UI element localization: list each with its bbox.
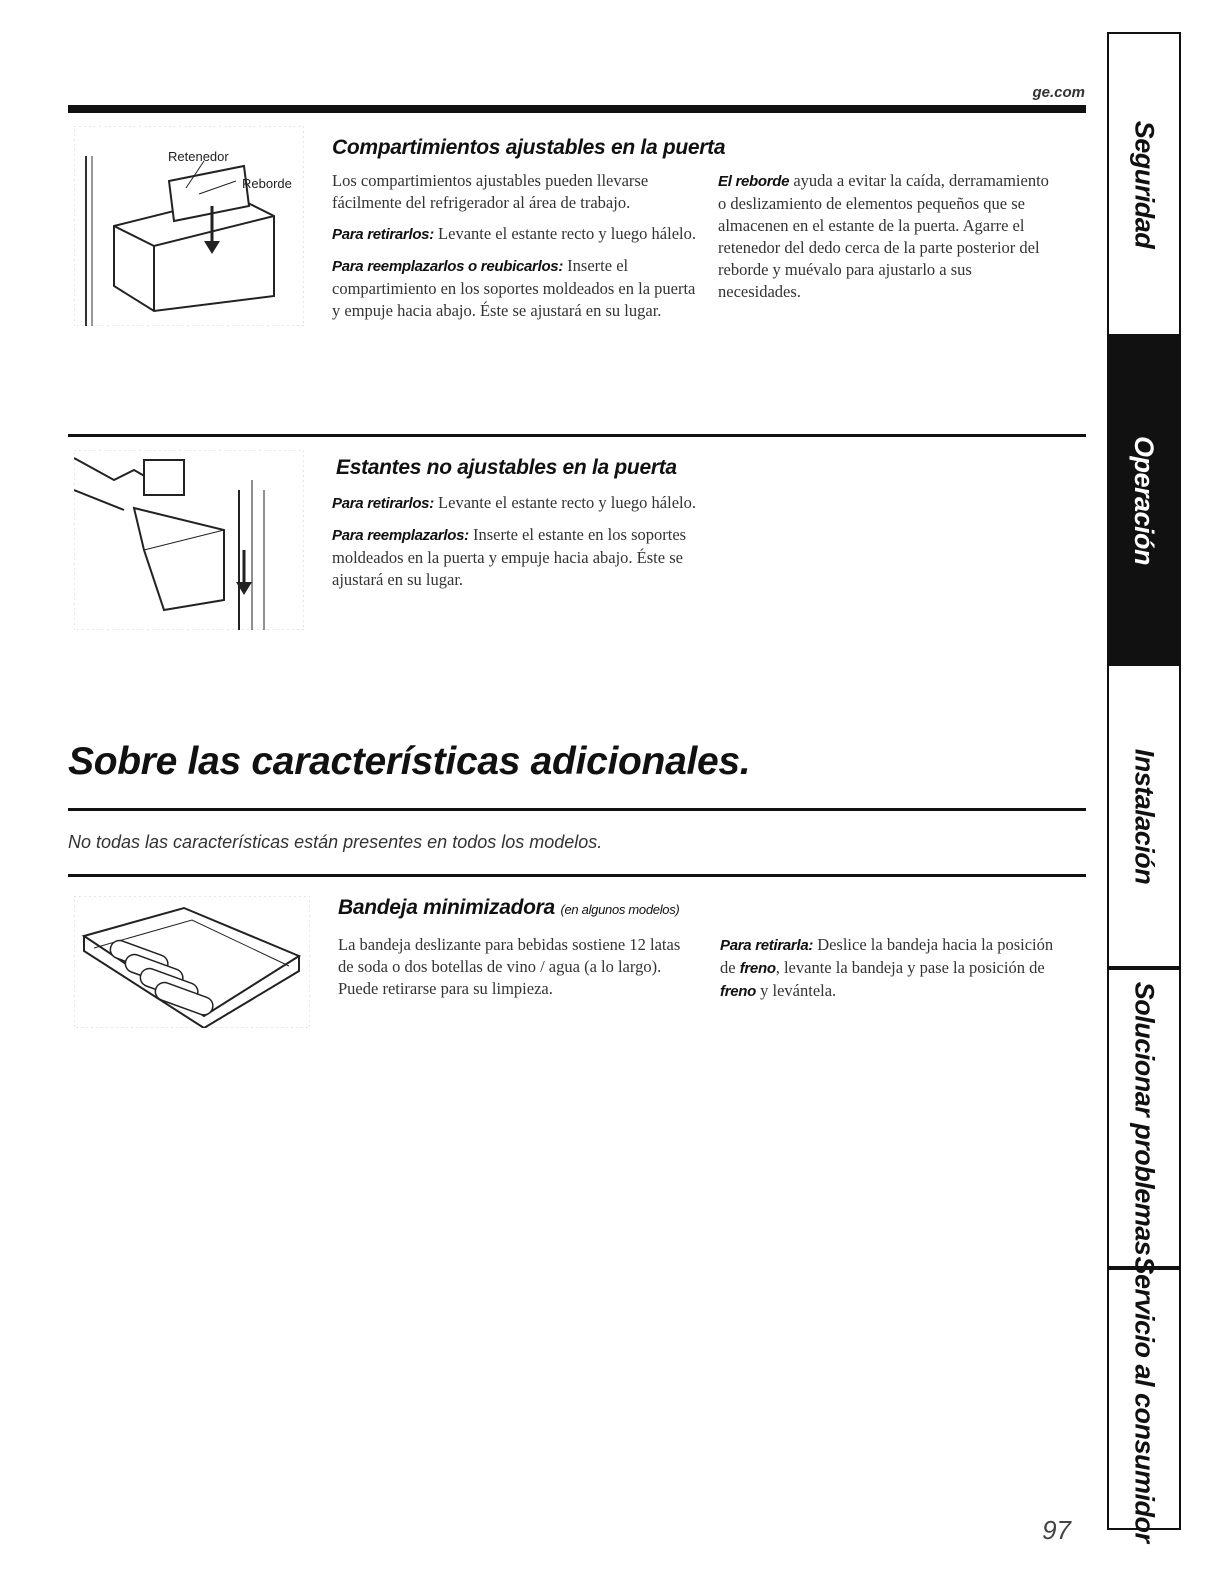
site-url: ge.com — [1032, 84, 1085, 101]
tab-seguridad[interactable] — [1109, 34, 1179, 334]
fixed-shelves-text — [332, 492, 704, 600]
divider-3 — [68, 874, 1086, 877]
features-subtitle: No todas las características están presentes en todos los modelos. — [68, 832, 603, 852]
tray-title-text: Bandeja minimizadora — [338, 896, 555, 919]
tray-title-note: (en algunos modelos) — [560, 902, 680, 917]
rim-text: ayuda a evitar la caída, derramamiento o deslizamiento de elementos pequeños que se almacenen en el estante de la puerta. Agarre el retenedor del dedo cerca de la parte posterior del reborde y muévalo para ajustarlo a sus necesidades. — [718, 171, 1049, 301]
tab-solucionar-problemas[interactable] — [1109, 966, 1179, 1266]
tray-remove-text-1: Deslice la bandeja hacia la posición de — [720, 935, 1054, 977]
tab-instalacion-label: Instalación — [1129, 748, 1160, 884]
rim-label: El reborde — [718, 173, 790, 190]
retainer-callout: Retenedor — [168, 149, 229, 164]
features-title: Sobre las características adicionales. — [68, 740, 751, 783]
page-number: 97 — [1042, 1515, 1071, 1545]
beverage-tray-illustration — [74, 896, 310, 1028]
rim-callout: Reborde — [242, 176, 292, 191]
fixed-shelves-title: Estantes no ajustables en la puerta — [336, 456, 677, 479]
tray-remove-label: Para retirarla: — [720, 937, 814, 954]
adjustable-bin-illustration — [74, 126, 304, 326]
replace-text: Inserte el compartimiento en los soportes moldeados en la puerta y empuje hacia abajo. Éste se ajustará en su lugar. — [332, 256, 696, 320]
divider-2 — [68, 808, 1086, 811]
fixed-shelf-illustration — [74, 450, 304, 630]
top-rule — [68, 105, 1086, 113]
remove-text: Levante el estante recto y luego hálelo. — [438, 224, 696, 243]
tab-solucionar-label: Solucionar problemas — [1129, 981, 1160, 1255]
adjustable-bins-left-column — [332, 170, 704, 331]
brake-word-2: freno — [720, 983, 757, 1000]
tray-remove-text — [720, 934, 1055, 1003]
remove-label: Para retirarlos: — [332, 226, 434, 243]
tab-operacion-label: Operación — [1129, 435, 1160, 565]
section-tabs — [1107, 32, 1181, 1543]
fixed-replace-label: Para reemplazarlos: — [332, 527, 469, 544]
divider-1 — [68, 434, 1086, 437]
tray-remove-text-3: y levántela. — [760, 981, 837, 1000]
tray-title — [338, 896, 679, 920]
fixed-remove-label: Para retirarlos: — [332, 495, 434, 512]
tray-text: La bandeja deslizante para bebidas sostiene 12 latas de soda o dos botellas de vino / agua (a lo largo). Puede retirarse para su limpieza. — [338, 935, 681, 998]
adjustable-bins-right-column — [718, 170, 1058, 312]
fixed-remove-text: Levante el estante recto y luego hálelo. — [438, 493, 696, 512]
brake-word-1: freno — [739, 960, 776, 977]
adjustable-bins-title: Compartimientos ajustables en la puerta — [332, 136, 726, 159]
tab-servicio-label: Servicio al consumidor — [1129, 1255, 1160, 1543]
tab-operacion[interactable] — [1109, 334, 1179, 666]
adjustable-intro: Los compartimientos ajustables pueden llevarse fácilmente del refrigerador al área de trabajo. — [332, 171, 649, 212]
tab-seguridad-label: Seguridad — [1129, 120, 1160, 248]
replace-label: Para reemplazarlos o reubicarlos: — [332, 258, 564, 275]
tab-instalacion[interactable] — [1109, 666, 1179, 966]
fixed-replace-text: Inserte el estante en los soportes moldeados en la puerta y empuje hacia abajo. Éste se ajustará en su lugar. — [332, 525, 687, 589]
tab-servicio-consumidor[interactable] — [1109, 1255, 1179, 1543]
tray-remove-text-2: , levante la bandeja y pase la posición de — [775, 958, 1045, 977]
